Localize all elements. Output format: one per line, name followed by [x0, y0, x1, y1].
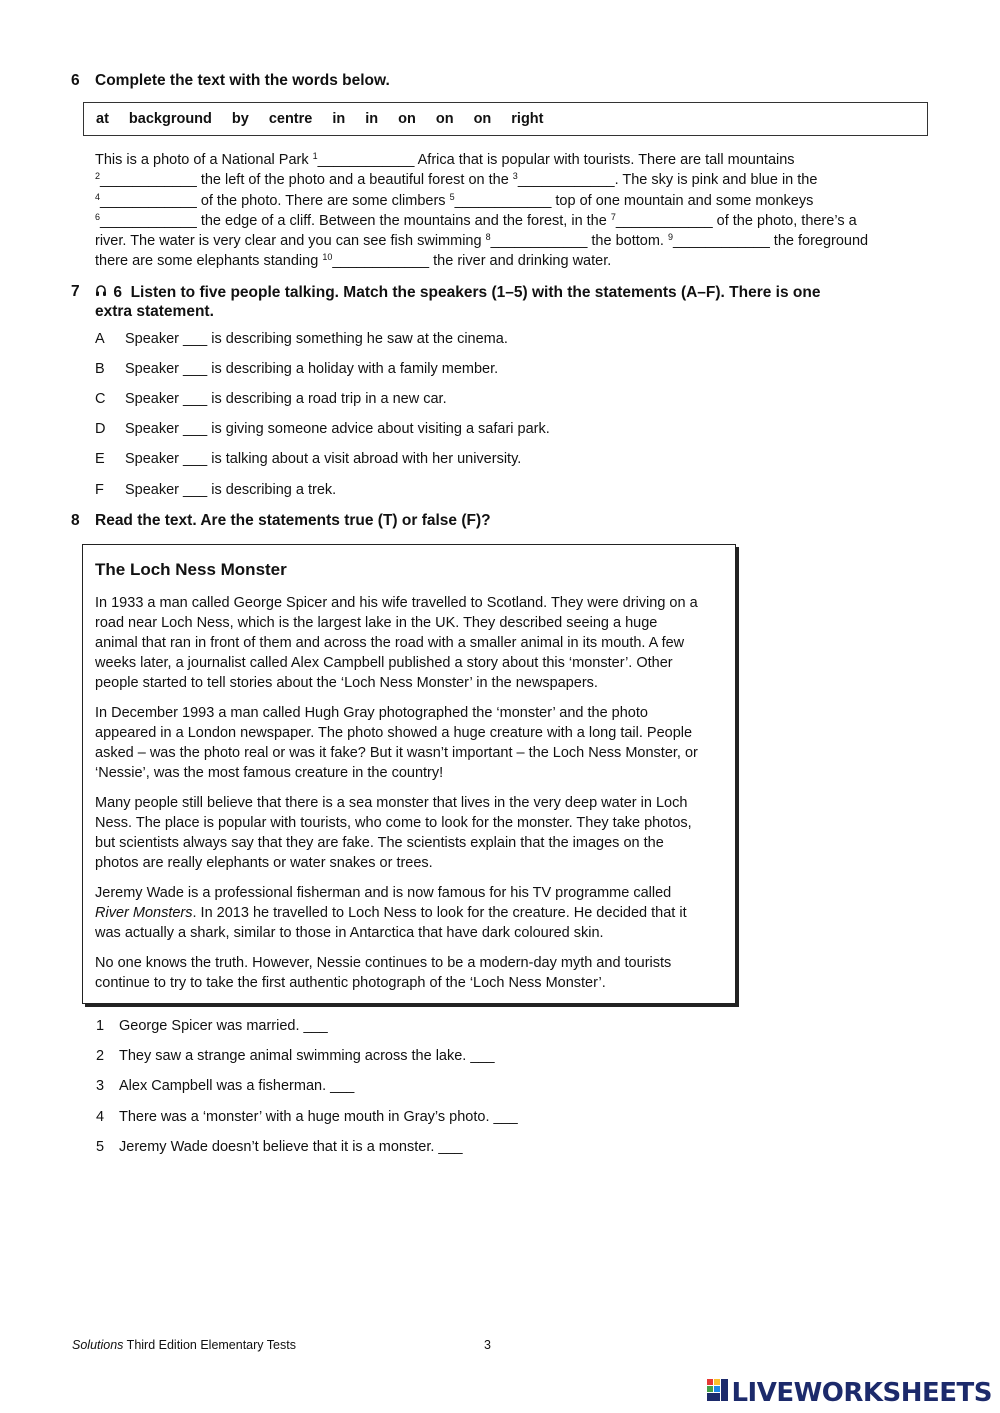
q8-statement-text: George Spicer was married. ___ — [119, 1018, 328, 1034]
gap-number: 10 — [322, 252, 333, 263]
q7-option-letter: D — [95, 421, 106, 437]
story-line: Many people still believe that there is a sea monster that lives in the very deep water in Loch — [95, 795, 688, 811]
word-bank-item: on — [398, 111, 416, 127]
story-line: continue to try to take the first authentic photograph of the ‘Loch Ness Monster’. — [95, 975, 606, 991]
q7-instruction — [95, 283, 915, 321]
q8-statement — [96, 1139, 463, 1155]
q8-statement — [96, 1018, 328, 1034]
q8-statement-text: Alex Campbell was a fisherman. ___ — [119, 1078, 355, 1094]
footer-book-title — [72, 1338, 296, 1352]
gap-fill-line — [95, 191, 915, 211]
story-line: photos are really elephants or water snakes or trees. — [95, 855, 433, 871]
gap-text: ____________ the foreground — [673, 233, 869, 250]
gap-number: 6 — [95, 211, 101, 222]
q7-option-text: Speaker ___ is describing a trek. — [125, 482, 337, 498]
q7-option-letter: C — [95, 391, 106, 407]
gap-text: river. The water is very clear and you can see fish swimming — [95, 233, 486, 250]
gap-text: ____________ the left of the photo and a beautiful forest on the — [100, 172, 513, 189]
story-line: people started to tell stories about the ‘Loch Ness Monster’ in the newspapers. — [95, 675, 598, 691]
q7-number: 7 — [71, 283, 80, 300]
q8-statement-number: 1 — [96, 1018, 105, 1034]
tv-programme-title: River Monsters — [95, 905, 193, 921]
story-line: weeks later, a journalist called Alex Campbell published a story about this ‘monster’. Other — [95, 655, 673, 671]
liveworksheets-logo[interactable] — [707, 1378, 992, 1408]
gap-fill-line — [95, 211, 915, 231]
word-bank-item: at — [96, 111, 109, 127]
q6-number: 6 — [71, 72, 80, 89]
liveworksheets-logo-text: LIVEWORKSHEETS — [731, 1378, 992, 1408]
story-line: No one knows the truth. However, Nessie continues to be a modern-day myth and tourists — [95, 955, 672, 971]
gap-number: 7 — [610, 211, 616, 222]
reading-text-box — [82, 544, 736, 1004]
q7-option — [95, 391, 447, 407]
story-line — [95, 903, 727, 923]
q8-statement-number: 5 — [96, 1139, 105, 1155]
footer-book-italic: Solutions — [72, 1338, 124, 1352]
q8-statement-text: They saw a strange animal swimming across the lake. ___ — [119, 1048, 495, 1064]
q8-statement-text: Jeremy Wade doesn’t believe that it is a monster. ___ — [119, 1139, 463, 1155]
gap-text: ____________ the edge of a cliff. Between the mountains and the forest, in the — [100, 212, 611, 229]
gap-text: ____________. The sky is pink and blue in the — [517, 172, 818, 189]
q7-option-text: Speaker ___ is describing something he saw at the cinema. — [125, 331, 508, 347]
gap-fill-text — [95, 150, 915, 272]
q8-statement — [96, 1048, 495, 1064]
story-paragraph-5 — [95, 953, 727, 993]
gap-number: 4 — [95, 191, 101, 202]
word-bank-item: on — [473, 111, 492, 127]
q8-instruction: Read the text. Are the statements true (T) or false (F)? — [95, 512, 491, 529]
q7-option-letter: B — [95, 361, 105, 377]
gap-text: ____________ top of one mountain and some monkeys — [454, 192, 814, 209]
story-paragraph-2 — [95, 703, 727, 783]
q7-option-text: Speaker ___ is describing a holiday with a family member. — [125, 361, 499, 377]
gap-text: ____________ of the photo, there’s a — [615, 212, 857, 229]
gap-fill-line — [95, 231, 915, 251]
word-bank-item: by — [231, 111, 249, 127]
q7-option-letter: A — [95, 331, 105, 347]
story-line: Jeremy Wade is a professional fisherman and is now famous for his TV programme called — [95, 885, 672, 901]
q7-option-text: Speaker ___ is describing a road trip in a new car. — [125, 391, 447, 407]
q7-option-letter: E — [95, 451, 105, 467]
word-bank-item: centre — [268, 111, 313, 127]
story-paragraph-1 — [95, 593, 727, 693]
q7-option-letter: F — [95, 482, 104, 498]
gap-number: 8 — [485, 232, 491, 243]
gap-number: 3 — [512, 171, 518, 182]
q7-option — [95, 451, 521, 467]
q8-number: 8 — [71, 512, 80, 529]
gap-number: 9 — [667, 232, 673, 243]
gap-text: ____________ of the photo. There are some climbers — [100, 192, 450, 209]
q8-statement-number: 4 — [96, 1109, 105, 1125]
word-bank-item: background — [128, 111, 212, 127]
gap-text: ____________ the river and drinking water. — [332, 253, 612, 270]
story-line-rest: . In 2013 he travelled to Loch Ness to look for the creature. He decided that it — [192, 905, 687, 921]
story-line: asked – was the photo real or was it fake? But it wasn’t important – the Loch Ness Monster, or — [95, 745, 698, 761]
q7-option — [95, 361, 498, 377]
story-line: ‘Nessie’, was the most famous creature in the country! — [95, 765, 444, 781]
story-line: but scientists always say that they are fake. The scientists explain that the images on the — [95, 835, 664, 851]
word-bank-item: on — [435, 111, 454, 127]
story-line: In December 1993 a man called Hugh Gray photographed the ‘monster’ and the photo — [95, 705, 648, 721]
story-paragraph-4 — [95, 883, 727, 943]
gap-text: ____________ the bottom. — [490, 233, 668, 250]
headphones-icon — [95, 283, 109, 302]
story-line: was actually a shark, similar to those in Antarctica that have dark coloured skin. — [95, 925, 604, 941]
story-line: animal that ran in front of them and across the road with a smaller animal in its mouth. A few — [95, 635, 685, 651]
story-line: Ness. The place is popular with tourists, who come to look for the monster. They take photos, — [95, 815, 692, 831]
q7-option-text: Speaker ___ is talking about a visit abroad with her university. — [125, 451, 522, 467]
story-title: The Loch Ness Monster — [95, 560, 287, 579]
q7-option — [95, 482, 336, 498]
story-line: In 1933 a man called George Spicer and his wife travelled to Scotland. They were driving on a — [95, 595, 698, 611]
q7-instruction-line1: Listen to five people talking. Match the speakers (1–5) with the statements (A–F). There is one — [130, 284, 821, 301]
gap-text: there are some elephants standing — [95, 253, 323, 270]
q7-option — [95, 421, 550, 437]
word-bank-item: in — [332, 111, 346, 127]
q6-instruction: Complete the text with the words below. — [95, 72, 390, 89]
word-bank-item: right — [511, 111, 544, 127]
gap-fill-line — [95, 251, 915, 271]
gap-text: ____________ Africa that is popular with tourists. There are tall mountains — [317, 152, 795, 168]
gap-fill-line — [95, 170, 915, 190]
q8-statement-number: 2 — [96, 1048, 105, 1064]
q8-statement-number: 3 — [96, 1078, 105, 1094]
liveworksheets-logo-icon — [707, 1379, 729, 1408]
gap-text: This is a photo of a National Park — [95, 152, 313, 168]
q8-statement — [96, 1109, 518, 1125]
footer-book-rest: Third Edition Elementary Tests — [123, 1338, 296, 1352]
story-paragraph-3 — [95, 793, 727, 873]
word-bank — [83, 102, 928, 136]
q7-track-number: 6 — [113, 284, 122, 301]
page-number: 3 — [484, 1338, 491, 1352]
word-bank-item: in — [365, 111, 379, 127]
story-line: road near Loch Ness, which is the largest lake in the UK. They described seeing a huge — [95, 615, 658, 631]
gap-number: 1 — [312, 151, 318, 161]
q8-statement-text: There was a ‘monster’ with a huge mouth in Gray’s photo. ___ — [119, 1109, 518, 1125]
q7-option-text: Speaker ___ is giving someone advice about visiting a safari park. — [125, 421, 550, 437]
q8-statement — [96, 1078, 354, 1094]
story-line: appeared in a London newspaper. The photo showed a huge creature with a long tail. People — [95, 725, 693, 741]
gap-fill-line — [95, 150, 915, 170]
gap-number: 2 — [95, 171, 101, 182]
q7-option — [95, 331, 508, 347]
gap-number: 5 — [449, 191, 455, 202]
q7-instruction-line2: extra statement. — [95, 303, 214, 320]
